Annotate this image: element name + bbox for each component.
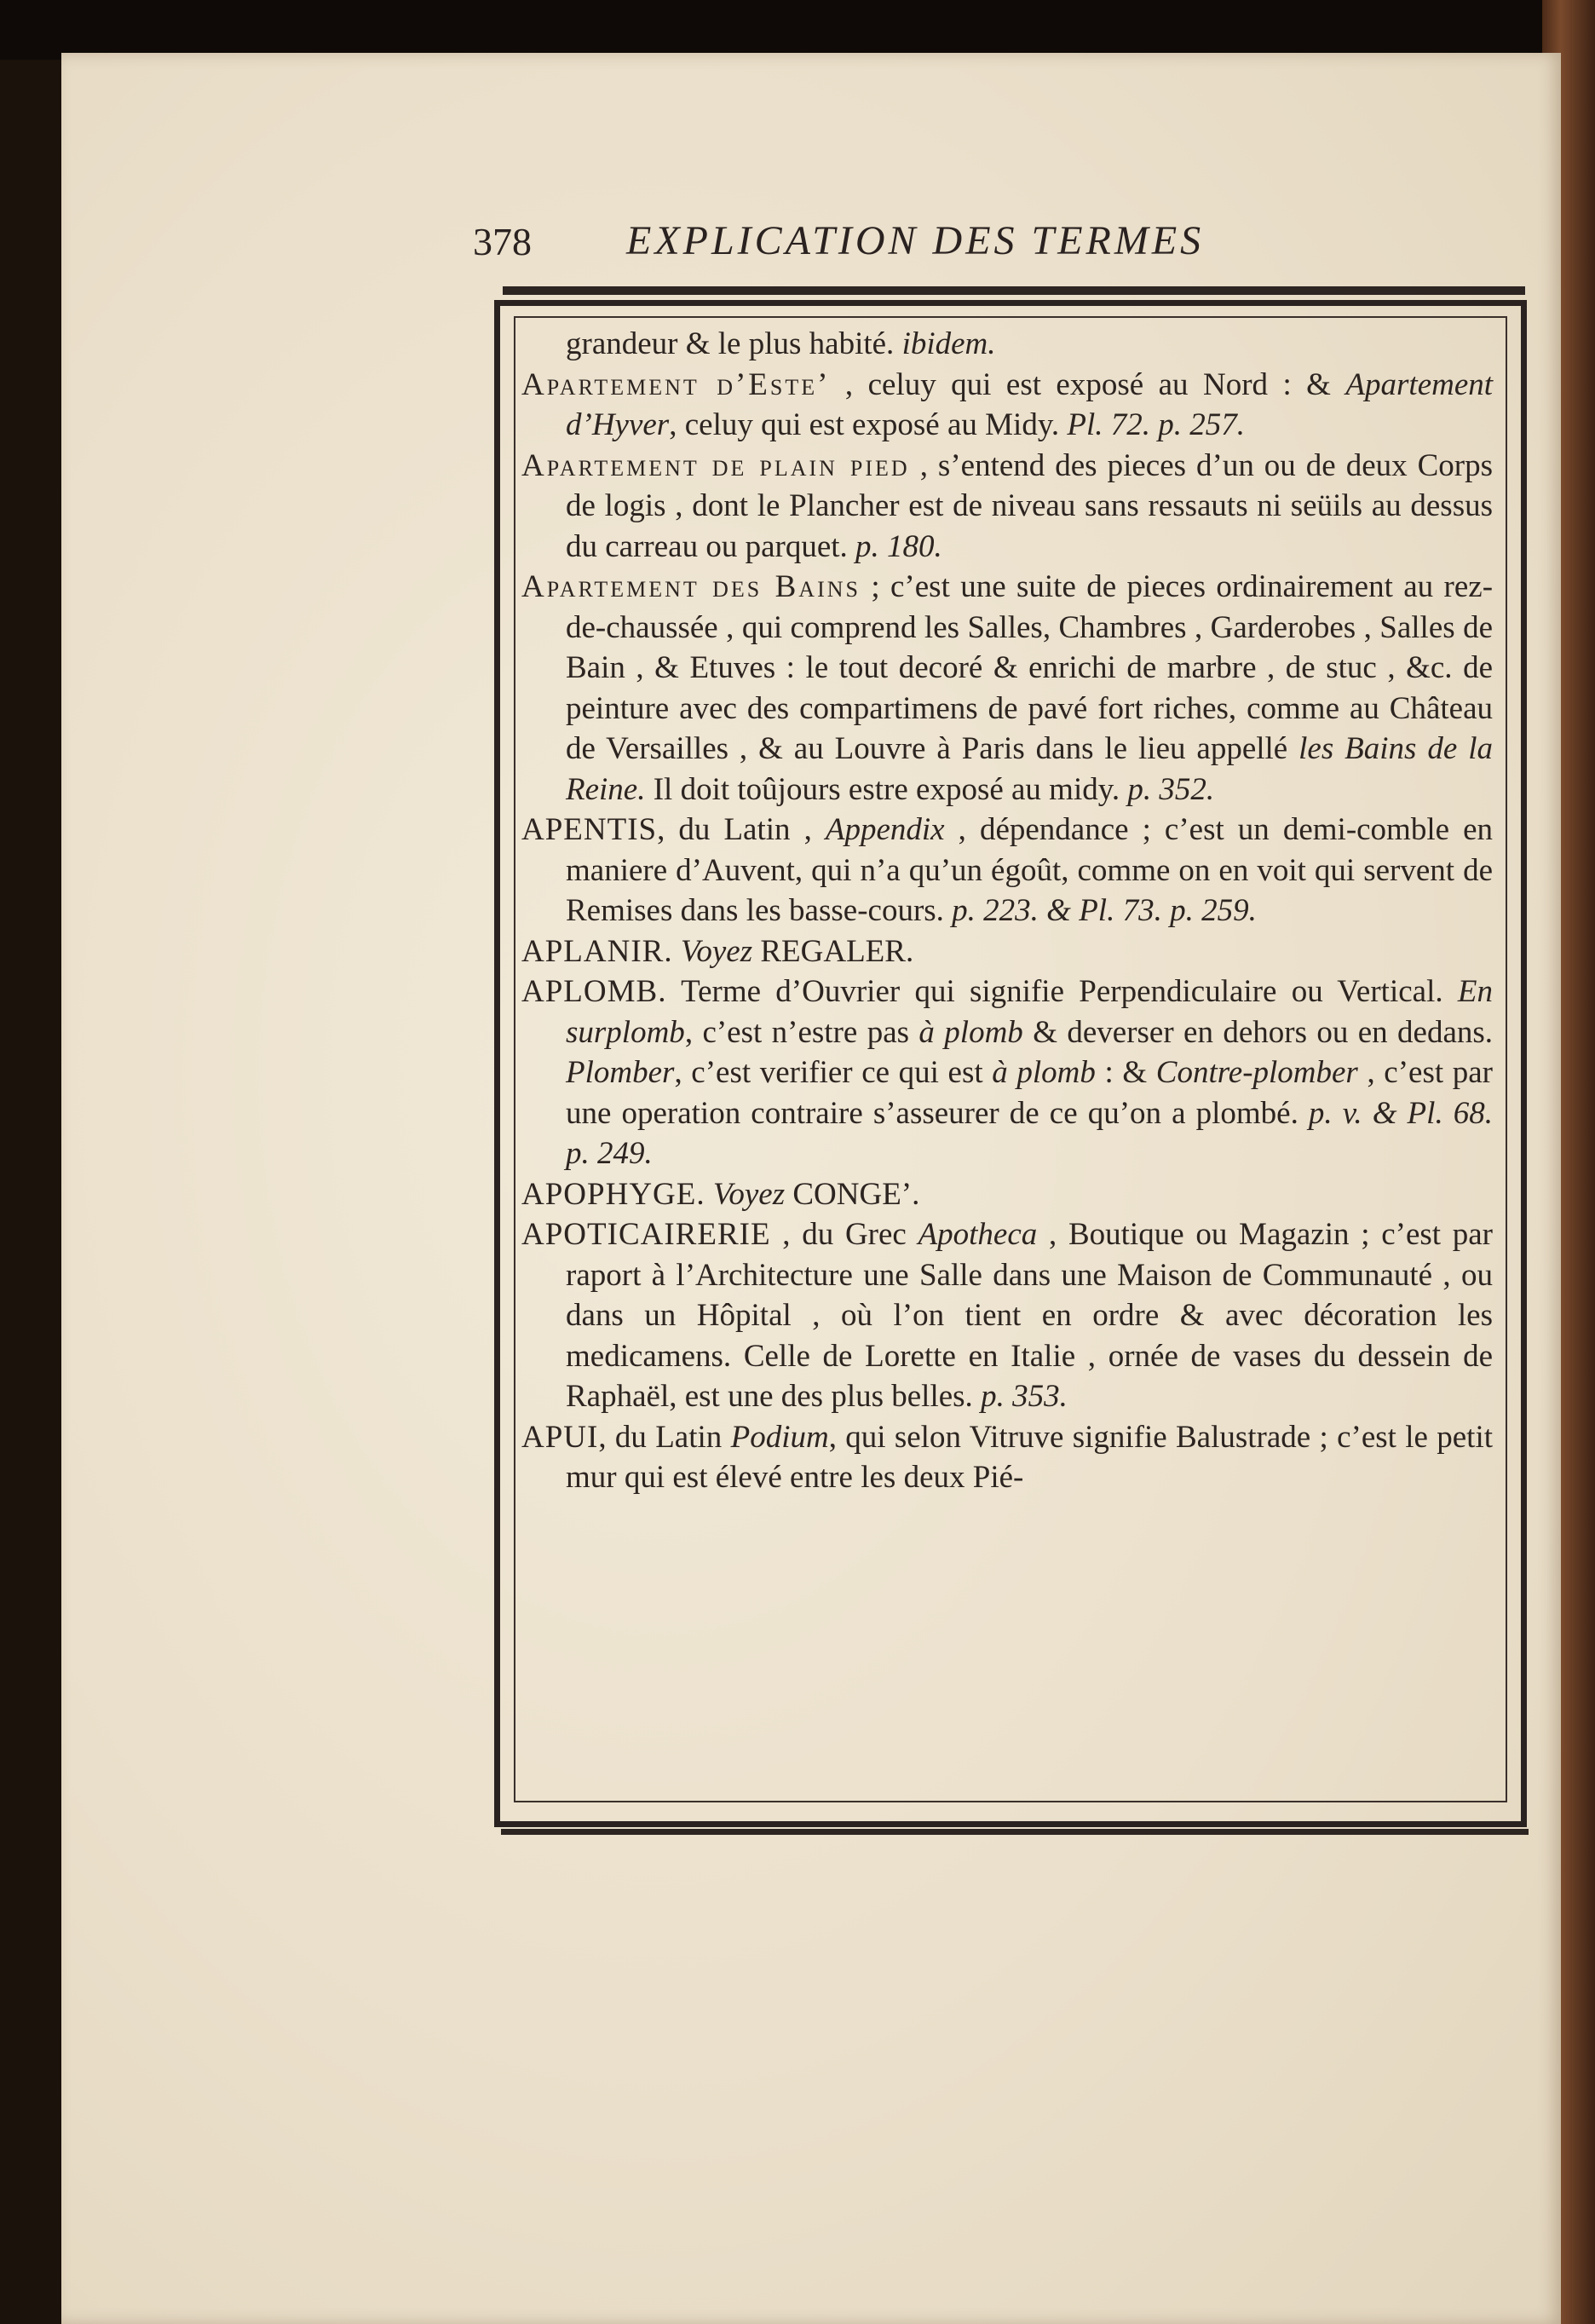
glossary-text — [521, 324, 1493, 1498]
top-rule — [503, 286, 1525, 295]
entry-lemma: APLOMB. — [521, 974, 667, 1009]
entry-lemma: APOPHYGE. — [521, 1176, 705, 1212]
entry-apartement-d-este: Apartement d’Este’ , celuy qui est exposé au Nord : & Apartement d’Hyver, celuy qui est exposé au Midy. Pl. 72. p. 257. — [521, 366, 1494, 442]
entry-apophyge: APOPHYGE. Voyez CONGE’. — [521, 1176, 920, 1212]
entry-apui: APUI, du Latin Podium, qui selon Vitruve signifie Balustrade ; c’est le petit mur qui est élevé entre les deux Pié- — [521, 1419, 1494, 1495]
entry-reference: p. 180. — [855, 528, 942, 564]
page-number: 378 — [473, 220, 532, 263]
entry-apoticairerie: APOTICAIRERIE , du Grec Apotheca , Boutique ou Magazin ; c’est par raport à l’Architecture une Salle dans une Maison de Communauté , ou dans un Hôpital , où l’on tient en ordre & avec décoration les medicamens. Celle de Lorette en Italie , ornée de vases du dessein de Raphaël, est une des plus belles. p. 353. — [521, 1217, 1494, 1414]
entry-lemma: Apartement d’Este’ — [521, 366, 831, 402]
entry-reference: p. v. & Pl. 68. p. 249. — [566, 1095, 1494, 1171]
entry-lemma: APLANIR. — [521, 933, 673, 969]
entry-lemma: Apartement des Bains — [521, 569, 861, 604]
entry-lemma: APOTICAIRERIE — [521, 1217, 771, 1252]
entry-reference: p. 223. & Pl. 73. p. 259. — [952, 893, 1257, 928]
bottom-rule — [501, 1829, 1529, 1835]
entry-apartement-de-plain-pied: Apartement de plain pied , s’entend des pieces d’un ou de deux Corps de logis , dont le Plancher est de niveau sans ressauts ni seüils au dessus du carreau ou parquet. p. 180. — [521, 447, 1493, 564]
entry-reference: Pl. 72. p. 257. — [1067, 407, 1246, 442]
entry-lemma: Apartement de plain pied — [521, 447, 910, 483]
entry-apartement-des-bains: Apartement des Bains ; c’est une suite de pieces ordinairement au rez-de-chaussée , qui comprend les Salles, Chambres , Garderobes , Salles de Bain , & Etuves : le tout decoré & enrichi de marbre , de stuc , &c. de peinture avec des compartimens de pavé fort riches, comme au Château de Versailles , & au Louvre à Paris dans le lieu appellé les Bains de la Reine. Il doit toûjours estre exposé au midy. p. 352. — [521, 569, 1494, 807]
entry-reference: p. 353. — [981, 1379, 1068, 1414]
entry-aplanir: APLANIR. Voyez REGALER. — [521, 933, 914, 969]
running-head-title: EXPLICATION DES TERMES — [626, 218, 1205, 263]
entry-lemma: APUI — [521, 1419, 599, 1455]
running-head — [473, 217, 1521, 277]
scan-background-top — [0, 0, 1595, 60]
entry-lemma: APENTIS — [521, 812, 658, 847]
entry-apentis: APENTIS, du Latin , Appendix , dépendance ; c’est un demi-comble en maniere d’Auvent, qui n’a qu’un égoût, comme on en voit qui servent de Remises dans les basse-cours. p. 223. & Pl. 73. p. 259. — [521, 812, 1494, 928]
entry-aplomb: APLOMB. Terme d’Ouvrier qui signifie Perpendiculaire ou Vertical. En surplomb, c’est n’estre pas à plomb & deverser en dehors ou en dedans. Plomber, c’est verifier ce qui est à plomb : & Contre-plomber , c’est par une operation contraire s’asseurer de ce qu’on a plombé. p. v. & Pl. 68. p. 249. — [521, 974, 1494, 1171]
entry-continuation: grandeur & le plus habité. ibidem. — [566, 326, 996, 361]
entry-reference: p. 352. — [1127, 771, 1215, 807]
